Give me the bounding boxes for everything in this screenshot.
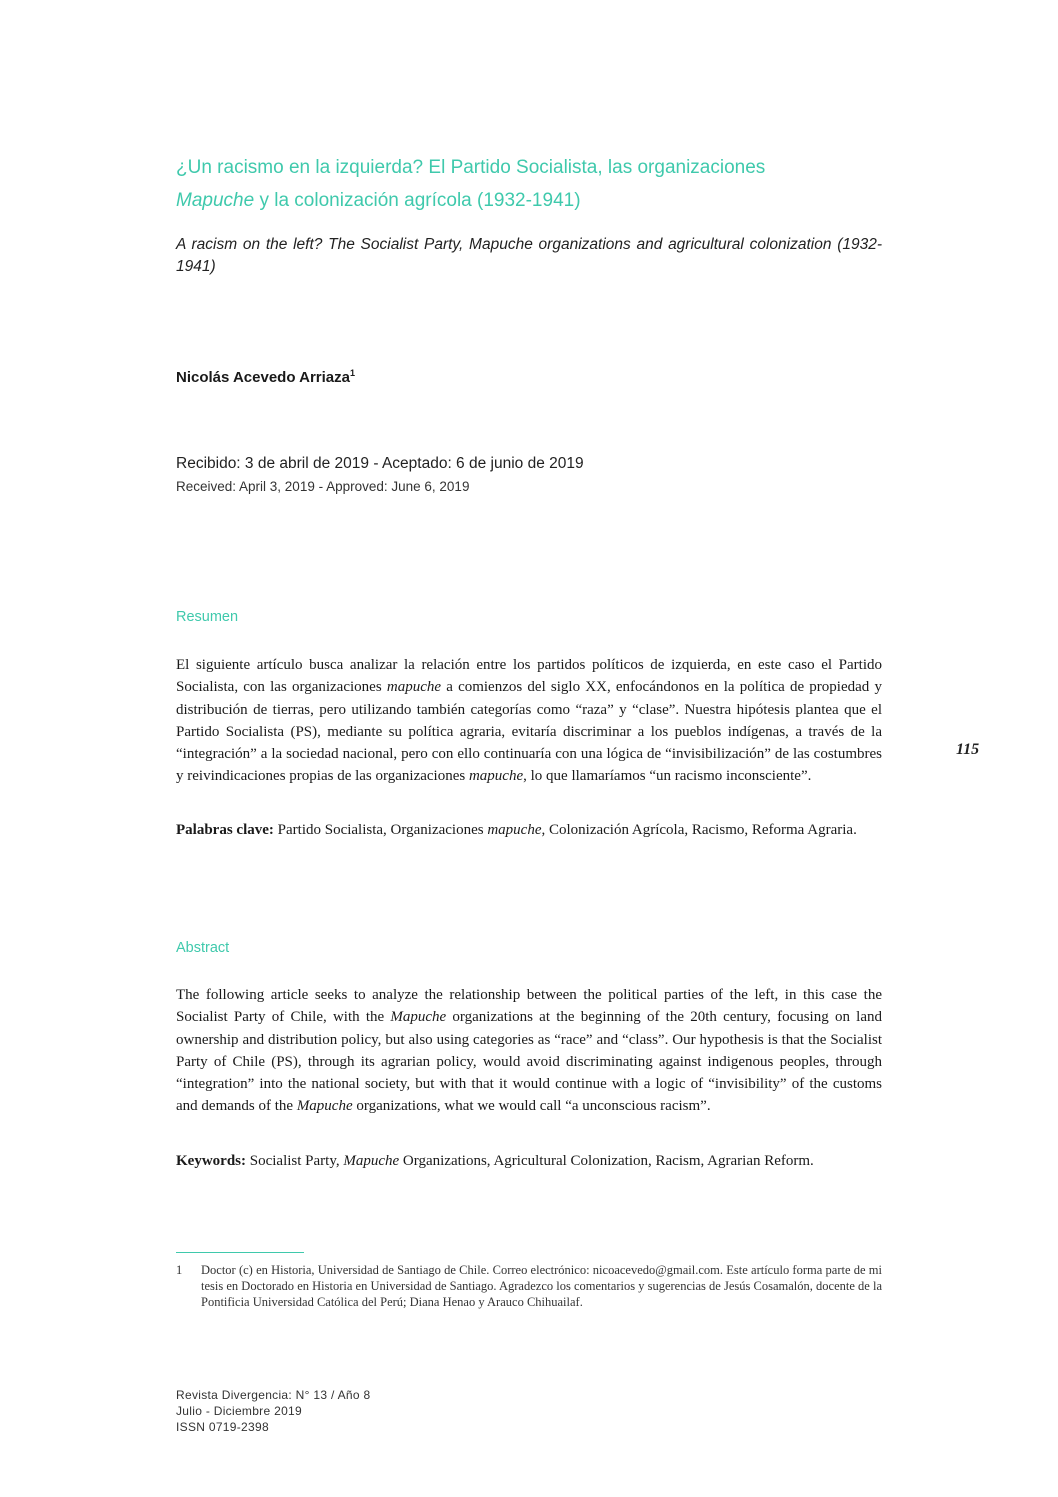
palabras-clave-label: Palabras clave: [176, 822, 274, 838]
abstract-term-1: Mapuche [390, 1009, 447, 1026]
keywords-label: Keywords: [176, 1153, 246, 1169]
footnote-number: 1 [176, 1263, 183, 1277]
footnote-text: Doctor (c) en Historia, Universidad de Santiago de Chile. Correo electrónico: nicoacevedo@gmail.com. Este artículo forma parte de mi tesis en Doctorado en Historia en Universidad de Santiago. Agradezco los comentarios y sugerencias de Jesús Cosamalón, docente de la Pontificia Universidad Católica del Perú; Diana Henao y Arauco Chihuailaf. [201, 1263, 882, 1309]
keywords-text-a: Socialist Party, [246, 1153, 344, 1169]
resumen-term-1: mapuche [386, 679, 442, 696]
page-number: 115 [956, 741, 980, 758]
article-subtitle-en: A racism on the left? The Socialist Party, Mapuche organizations and agricultural colonization (1932-1941) [176, 236, 882, 275]
journal-line-1: Revista Divergencia: N° 13 / Año 8 [176, 1388, 371, 1402]
palabras-clave-text-a: Partido Socialista, Organizaciones [273, 822, 488, 838]
abstract-heading: Abstract [176, 940, 230, 956]
keywords-term: Mapuche [343, 1153, 400, 1169]
resumen-text-a: El siguiente artículo busca analizar la relación entre los partidos políticos de izquierda, en este caso el Partido Socialista, con las organizaciones [176, 657, 882, 696]
dates-english: Received: April 3, 2019 - Approved: June 6, 2019 [176, 479, 470, 494]
abstract-text-b: organizations at the beginning of the 20th century, focusing on land ownership and distribution policy, but also using categories as “race” and “class”. Our hypothesis is that the Socialist Party of Chile (PS), through its agrarian policy, would avoid discriminating against indigenous peoples, through “integration” into the national society, but with that it would continue with a logic of “invisibility” of the customs and demands of the [176, 1009, 882, 1115]
title-part-2: y la colonización agrícola (1932-1941) [254, 190, 581, 211]
abstract-paragraph [176, 984, 882, 1118]
abstract-text-a: The following article seeks to analyze the relationship between the political parties of the left, in this case the Socialist Party of Chile, with the [176, 987, 882, 1026]
title-italic-term: Mapuche [176, 190, 255, 211]
title-part-1: ¿Un racismo en la izquierda? El Partido Socialista, las organizaciones [176, 157, 766, 178]
resumen-paragraph [176, 654, 882, 788]
resumen-text-c: , lo que llamaríamos “un racismo inconsciente”. [523, 768, 812, 785]
palabras-clave-term: mapuche [487, 822, 542, 838]
journal-line-3: ISSN 0719-2398 [176, 1420, 269, 1434]
abstract-text-c: organizations, what we would call “a unconscious racism”. [352, 1098, 711, 1115]
footnote [176, 1262, 882, 1310]
footnote-divider [176, 1252, 304, 1253]
keywords [176, 1150, 882, 1172]
author-footnote-ref[interactable]: 1 [349, 368, 355, 378]
resumen-term-2: mapuche [468, 768, 524, 785]
abstract-term-2: Mapuche [296, 1098, 353, 1115]
resumen-text-b: a comienzos del siglo XX, enfocándonos en la política de propiedad y distribución de tierras, pero utilizando también categorías como “raza” y “clase”. Nuestra hipótesis plantea que el Partido Socialista (PS), mediante su política agraria, evitaría discriminar a los pueblos indígenas, a través de la “integración” a la sociedad nacional, pero con ello continuaría con una lógica de “invisibilización” de las costumbres y reivindicaciones propias de las organizaciones [176, 679, 882, 785]
resumen-heading: Resumen [176, 609, 239, 625]
journal-info [176, 1387, 370, 1435]
keywords-text-b: Organizations, Agricultural Colonization, Racism, Agrarian Reform. [399, 1153, 814, 1169]
article-title [176, 151, 882, 217]
palabras-clave-text-b: , Colonización Agrícola, Racismo, Reforma Agraria. [541, 822, 857, 838]
author-name: Nicolás Acevedo Arriaza [176, 369, 350, 386]
dates-spanish: Recibido: 3 de abril de 2019 - Aceptado: 6 de junio de 2019 [176, 455, 584, 472]
palabras-clave [176, 819, 882, 841]
author [176, 368, 355, 386]
journal-line-2: Julio - Diciembre 2019 [176, 1404, 302, 1418]
